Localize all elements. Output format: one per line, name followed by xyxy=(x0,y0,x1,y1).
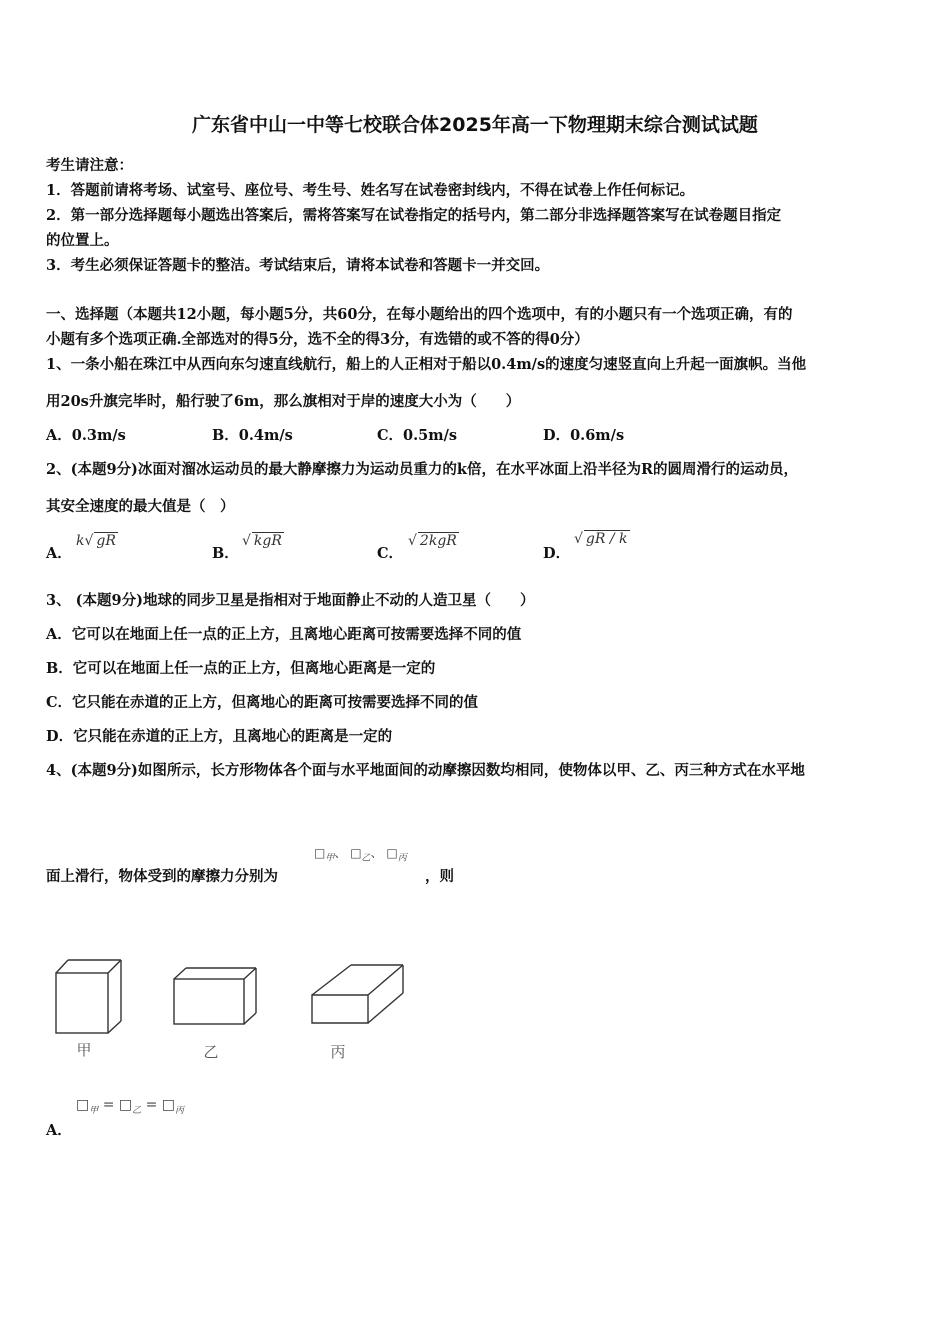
formula-coefficient: k xyxy=(76,533,85,549)
formula-radicand: kgR xyxy=(253,533,282,549)
q1-option-a[interactable]: A．0.3m/s xyxy=(46,427,126,444)
q2-stem-line-2: 其安全速度的最大值是（ ） xyxy=(46,498,235,515)
q2-option-b[interactable] xyxy=(212,542,239,563)
q2-option-a-formula xyxy=(76,532,118,549)
q4-stem-line-2-post: ，则 xyxy=(425,868,454,885)
formula-radicand: gR xyxy=(96,533,116,549)
q2-option-d[interactable] xyxy=(543,542,570,563)
q2-option-d-formula xyxy=(574,530,630,547)
q1-option-d[interactable]: D．0.6m/s xyxy=(543,427,625,444)
sqrt-sign-icon: √ xyxy=(242,533,251,549)
friction-f-icon: □ xyxy=(161,1097,176,1113)
friction-f-icon: □ xyxy=(350,846,362,860)
q2-option-a[interactable] xyxy=(46,542,72,563)
sqrt-sign-icon: √ xyxy=(408,533,417,549)
sqrt-sign-icon: √ xyxy=(84,533,94,549)
separator: 、 xyxy=(334,846,347,860)
friction-symbols xyxy=(314,844,407,863)
q2-option-c-formula xyxy=(408,532,459,549)
notice-item-2: 2．第一部分选择题每小题选出答案后，需将答案写在试卷指定的括号内，第二部分非选择题答案写在试卷题目指定 xyxy=(46,207,782,224)
q1-stem-line-1: 1、一条小船在珠江中从西向东匀速直线航行，船上的人正相对于船以0.4m/s的速度匀速竖直向上升起一面旗帜。当他 xyxy=(46,356,807,373)
q4-stem-line-1: 4、(本题9分)如图所示，长方形物体各个面与水平地面间的动摩擦因数均相同，使物体以甲、乙、丙三种方式在水平地 xyxy=(46,762,805,779)
q2-stem-line-1: 2、(本题9分)冰面对溜冰运动员的最大静摩擦力为运动员重力的k倍，在水平冰面上沿半径为R的圆周滑行的运动员， xyxy=(46,461,798,478)
q2-option-c-label: C． xyxy=(377,545,404,562)
q3-option-c[interactable]: C．它只能在赤道的正上方，但离地心的距离可按需要选择不同的值 xyxy=(46,694,479,711)
page-title: 广东省中山一中等七校联合体2025年高一下物理期末综合测试试题 xyxy=(192,114,758,136)
q4-figure xyxy=(46,955,416,1070)
formula-radicand: gR / k xyxy=(585,531,628,547)
q3-option-d[interactable]: D．它只能在赤道的正上方，且离地心的距离是一定的 xyxy=(46,728,393,745)
q1-stem-line-2: 用20s升旗完毕时，船行驶了6m，那么旗相对于岸的速度大小为（ ） xyxy=(46,393,521,410)
notice-item-3: 3．考生必须保证答题卡的整洁。考试结束后，请将本试卷和答题卡一并交回。 xyxy=(46,257,550,274)
q3-option-b[interactable]: B．它可以在地面上任一点的正上方，但离地心距离是一定的 xyxy=(46,660,436,677)
notice-heading: 考生请注意： xyxy=(46,157,133,174)
box-yi-icon xyxy=(174,968,256,1024)
friction-f-icon: □ xyxy=(118,1097,133,1113)
q2-option-c[interactable] xyxy=(377,542,403,563)
box-bing-icon xyxy=(312,965,403,1023)
sqrt-sign-icon: √ xyxy=(574,531,583,547)
q4-stem-line-2-pre: 面上滑行，物体受到的摩擦力分别为 xyxy=(46,868,278,885)
figure-label-bing: 丙 xyxy=(330,1043,346,1061)
q2-option-b-formula xyxy=(242,532,284,549)
q2-option-b-label: B． xyxy=(212,545,239,562)
q3-stem: 3、 (本题9分)地球的同步卫星是指相对于地面静止不动的人造卫星（ ） xyxy=(46,592,535,609)
friction-sub-yi: 乙 xyxy=(361,853,371,864)
q4-option-a-formula: $□_甲$ = $□_乙$ = $□_丙$ xyxy=(76,1097,185,1116)
friction-sub-bing: 丙 xyxy=(397,853,407,864)
q2-option-a-label: A． xyxy=(46,545,72,562)
q1-option-c[interactable]: C．0.5m/s xyxy=(377,427,458,444)
formula-radicand: 2kgR xyxy=(419,533,457,549)
friction-sub-jia: 甲 xyxy=(325,853,335,864)
q4-option-a[interactable]: A． xyxy=(46,1122,72,1139)
friction-f-icon: □ xyxy=(386,846,398,860)
friction-f-icon: □ xyxy=(76,1097,90,1113)
notice-item-1: 1．答题前请将考场、试室号、座位号、考生号、姓名写在试卷密封线内，不得在试卷上作任何标记。 xyxy=(46,182,695,199)
box-jia-icon xyxy=(56,960,121,1033)
q2-option-d-label: D． xyxy=(543,545,571,562)
q3-option-a[interactable]: A．它可以在地面上任一点的正上方，且离地心距离可按需要选择不同的值 xyxy=(46,626,522,643)
section-instructions-line-1: 一、选择题（本题共12小题，每小题5分，共60分，在每小题给出的四个选项中，有的小题只有一个选项正确，有的 xyxy=(46,306,793,323)
figure-label-jia: 甲 xyxy=(76,1041,92,1059)
q1-option-b[interactable]: B．0.4m/s xyxy=(212,427,293,444)
figure-label-yi: 乙 xyxy=(203,1043,219,1061)
notice-item-2-cont: 的位置上。 xyxy=(46,232,119,249)
separator: 、 xyxy=(370,846,383,860)
friction-f-icon: □ xyxy=(314,846,326,860)
section-instructions-line-2: 小题有多个选项正确.全部选对的得5分，选不全的得3分，有选错的或不答的得0分） xyxy=(46,331,589,348)
